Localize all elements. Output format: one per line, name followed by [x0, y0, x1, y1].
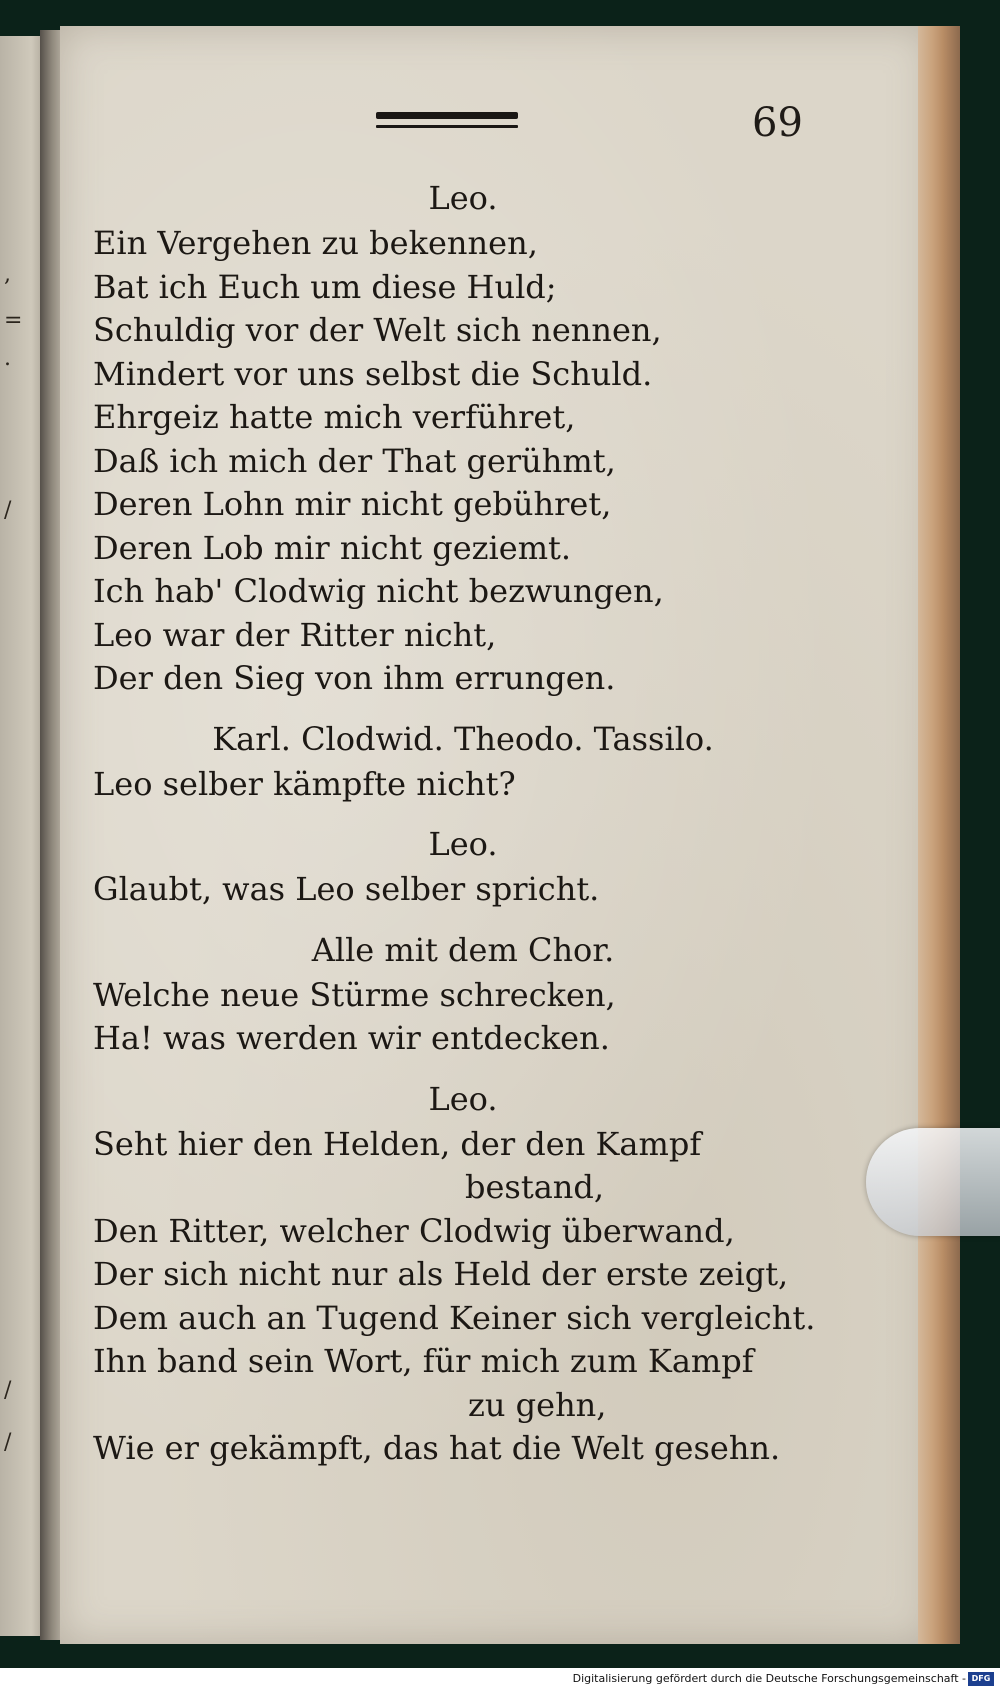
left-page-mark: , — [4, 262, 11, 287]
verse-line: Ehrgeiz hatte mich verführet, — [93, 398, 576, 436]
left-page-mark: / — [4, 1430, 12, 1455]
verse-line: Ich hab' Clodwig nicht bezwungen, — [93, 572, 664, 610]
dfg-logo: DFG — [968, 1672, 994, 1686]
page-number: 69 — [752, 100, 803, 146]
speaker-name: Leo. — [428, 179, 498, 217]
left-page-mark: / — [4, 498, 12, 523]
verse-continuation: zu gehn, — [468, 1385, 607, 1424]
speaker-name: Leo. — [428, 825, 498, 863]
left-page-mark: = — [4, 308, 23, 333]
verse-line: Seht hier den Helden, der den Kampf — [93, 1124, 702, 1163]
verse-text — [93, 170, 833, 1471]
header-ornament — [376, 112, 518, 128]
speaker-name: Leo. — [428, 1079, 498, 1118]
verse-line: Ihn band sein Wort, für mich zum Kampf — [93, 1342, 754, 1380]
speaker-name: Karl. Clodwid. Theodo. Tassilo. — [212, 719, 714, 758]
page-edges — [918, 26, 960, 1644]
verse-line: Deren Lohn mir nicht gebühret, — [93, 485, 612, 523]
left-page-mark: / — [4, 1378, 12, 1403]
verse-line: Den Ritter, welcher Clodwig überwand, — [93, 1211, 735, 1250]
verse-line: Daß ich mich der That gerühmt, — [93, 441, 616, 480]
footer-credit: Digitalisierung gefördert durch die Deutsche Forschungsgemeinschaft - — [572, 1672, 966, 1685]
verse-line: Leo selber kämpfte nicht? — [93, 764, 516, 803]
verse-line: Wie er gekämpft, das hat die Welt gesehn. — [93, 1429, 781, 1467]
verse-line: Dem auch an Tugend Keiner sich vergleicht. — [93, 1298, 816, 1337]
speaker-name: Alle mit dem Chor. — [311, 930, 615, 969]
verse-line: Ha! was werden wir entdecken. — [93, 1019, 610, 1057]
verse-line: Ein Vergehen zu bekennen, — [93, 224, 538, 262]
left-page-mark: . — [4, 346, 11, 371]
page-clip — [866, 1128, 1000, 1236]
verse-line: Der den Sieg von ihm errungen. — [93, 659, 616, 697]
verse-line: Mindert vor uns selbst die Schuld. — [93, 354, 653, 393]
verse-line: Welche neue Stürme schrecken, — [93, 975, 616, 1014]
verse-line: Bat ich Euch um diese Huld; — [93, 267, 557, 306]
verse-line: Schuldig vor der Welt sich nennen, — [93, 311, 662, 349]
verse-continuation: bestand, — [465, 1168, 605, 1206]
verse-line: Deren Lob mir nicht geziemt. — [93, 528, 572, 567]
verse-line: Glaubt, was Leo selber spricht. — [93, 870, 600, 908]
verse-line: Leo war der Ritter nicht, — [93, 615, 497, 654]
verse-line: Der sich nicht nur als Held der erste zeigt, — [93, 1255, 789, 1293]
